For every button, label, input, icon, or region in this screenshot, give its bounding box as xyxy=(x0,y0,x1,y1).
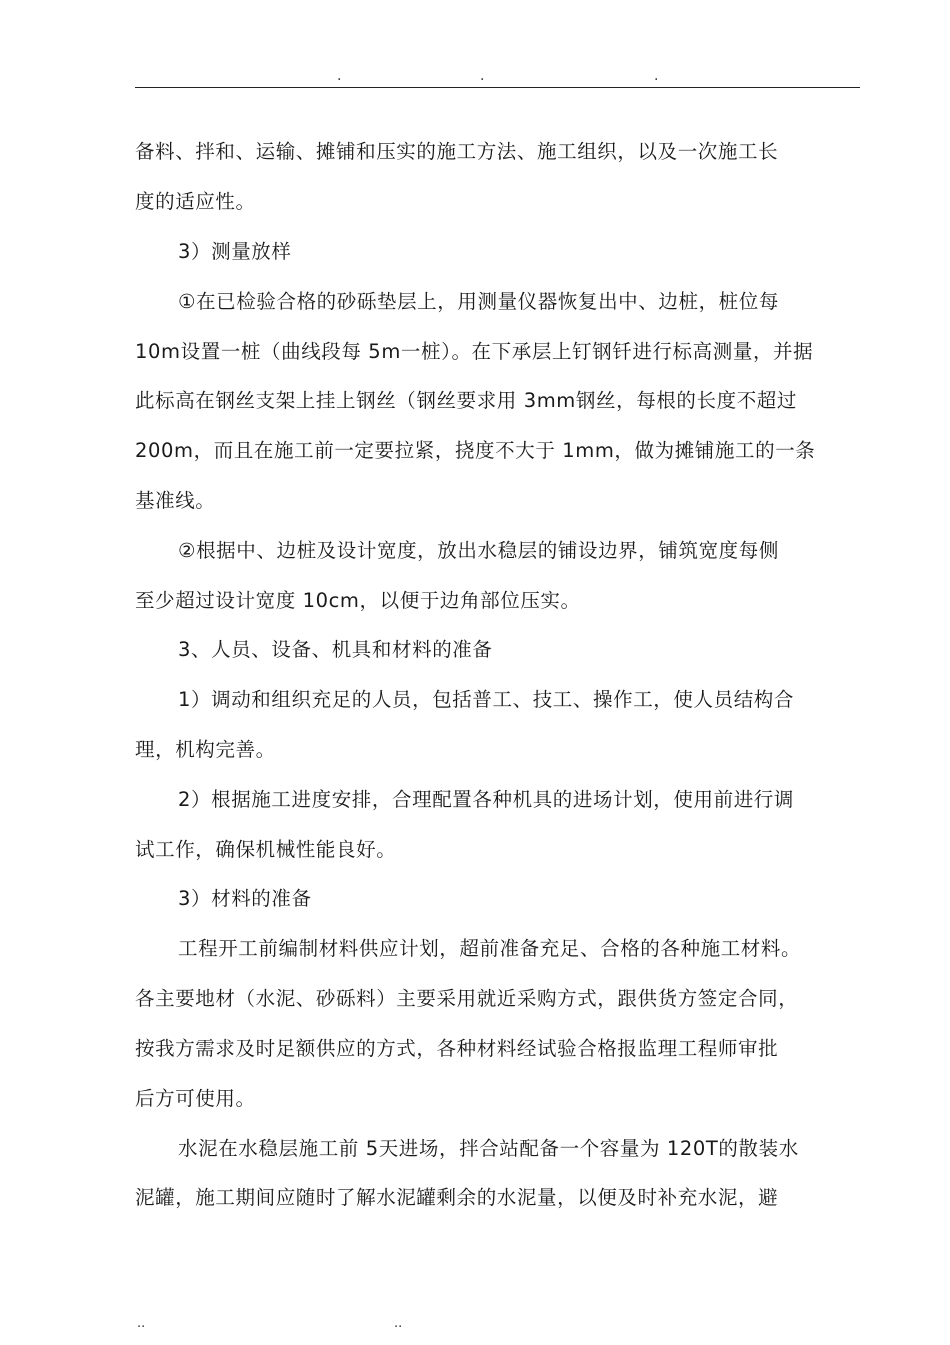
text-line: 理，机构完善。 xyxy=(135,738,276,761)
section-heading: 3）材料的准备 xyxy=(178,887,312,910)
text-line: 1）调动和组织充足的人员，包括普工、技工、操作工，使人员结构合 xyxy=(178,688,795,711)
section-heading: 3）测量放样 xyxy=(178,240,292,263)
text-line: 至少超过设计宽度 10cm，以便于边角部位压实。 xyxy=(135,589,581,612)
text-line: 10m设置一桩（曲线段每 5m一桩）。在下承层上钉钢钎进行标高测量，并据 xyxy=(135,340,814,363)
text-line: 试工作，确保机械性能良好。 xyxy=(135,838,397,861)
text-line: 基准线。 xyxy=(135,489,216,512)
text-line: ②根据中、边桩及设计宽度，放出水稳层的铺设边界，铺筑宽度每侧 xyxy=(178,539,779,562)
text-line: 后方可使用。 xyxy=(135,1087,256,1110)
header-mark: . xyxy=(337,68,342,84)
header-mark: . xyxy=(654,68,659,84)
text-line: 此标高在钢丝支架上挂上钢丝（钢丝要求用 3mm钢丝，每根的长度不超过 xyxy=(135,389,797,412)
text-line: 水泥在水稳层施工前 5天进场，拌合站配备一个容量为 120T的散装水 xyxy=(178,1137,799,1160)
text-line: 泥罐，施工期间应随时了解水泥罐剩余的水泥量，以便及时补充水泥，避 xyxy=(135,1186,779,1209)
text-line: 2）根据施工进度安排，合理配置各种机具的进场计划，使用前进行调 xyxy=(178,788,795,811)
header-rule xyxy=(135,87,860,88)
section-heading: 3、人员、设备、机具和材料的准备 xyxy=(178,638,493,661)
text-line: 工程开工前编制材料供应计划，超前准备充足、合格的各种施工材料。 xyxy=(178,937,802,960)
footer-mark: .. xyxy=(394,1316,403,1331)
text-line: 按我方需求及时足额供应的方式，各种材料经试验合格报监理工程师审批 xyxy=(135,1037,779,1060)
text-line: 各主要地材（水泥、砂砾料）主要采用就近采购方式，跟供货方签定合同， xyxy=(135,987,799,1010)
footer-mark: .. xyxy=(137,1316,146,1331)
text-line: ①在已检验合格的砂砾垫层上，用测量仪器恢复出中、边桩，桩位每 xyxy=(178,290,779,313)
header-mark: . xyxy=(480,68,485,84)
text-line: 备料、拌和、运输、摊铺和压实的施工方法、施工组织，以及一次施工长 xyxy=(135,140,779,163)
page-header xyxy=(0,68,950,84)
text-line: 度的适应性。 xyxy=(135,190,256,213)
text-line: 200m，而且在施工前一定要拉紧，挠度不大于 1mm，做为摊铺施工的一条 xyxy=(135,439,816,462)
